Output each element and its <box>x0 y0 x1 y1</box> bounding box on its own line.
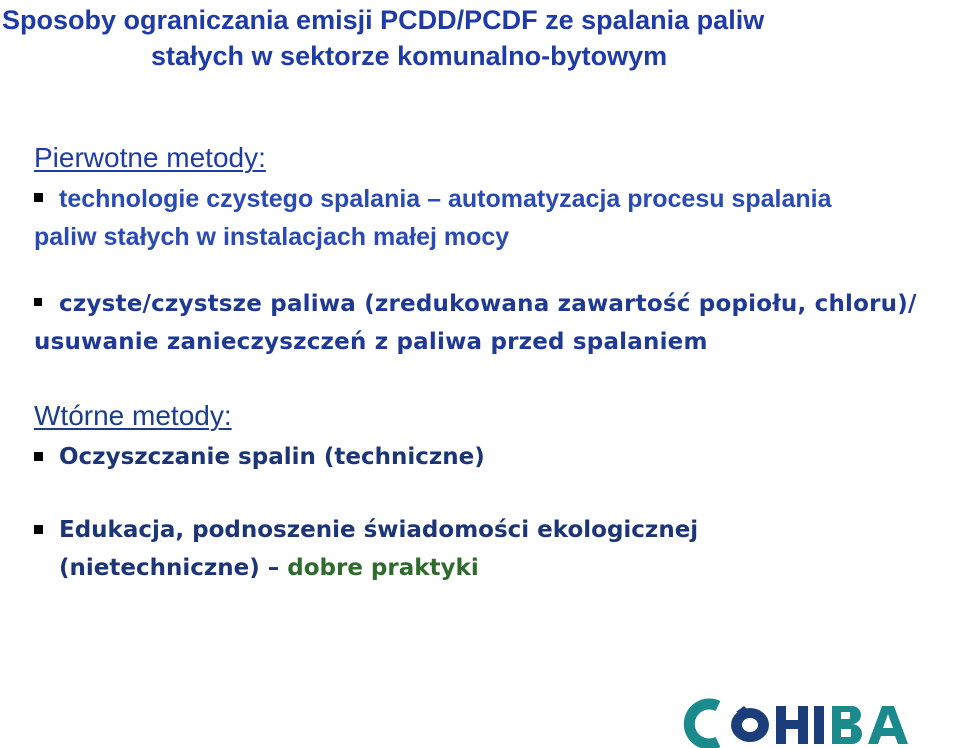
square-bullet-icon <box>34 452 43 461</box>
list-item-line-2: usuwanie zanieczyszczeń z paliwa przed spalaniem <box>34 329 708 355</box>
list-item <box>34 438 960 476</box>
list-item <box>34 511 960 587</box>
list-item-line-1: Edukacja, podnoszenie świadomości ekologicznej <box>59 517 699 543</box>
logo-letter-c <box>689 704 718 744</box>
list-item-line-1: technologie czystego spalania – automatyzacja procesu spalania <box>59 185 832 213</box>
good-practices-highlight: dobre praktyki <box>287 555 479 581</box>
list-item-line-2-prefix: (nietechniczne) – <box>59 555 288 581</box>
list-item-line-1: Oczyszczanie spalin (techniczne) <box>59 444 485 470</box>
square-bullet-icon <box>34 525 43 534</box>
square-bullet-icon <box>34 193 43 202</box>
logo-letter-i <box>814 706 824 744</box>
primary-methods-heading: Pierwotne metody: <box>34 142 266 173</box>
list-item <box>34 180 960 256</box>
title-line-2: stałych w sektorze komunalno-bytowym <box>151 41 668 71</box>
square-bullet-icon <box>34 298 42 306</box>
secondary-methods-heading: Wtórne metody: <box>34 400 232 431</box>
title-line-1: Sposoby ograniczania emisji PCDD/PCDF ze spalania paliw <box>2 5 765 35</box>
slide-title <box>0 2 960 74</box>
list-item <box>34 285 960 361</box>
list-item-line-1: czyste/czystsze paliwa (zredukowana zawartość popiołu, chloru)/ <box>59 291 917 317</box>
logo-letter-b <box>832 706 862 744</box>
cohiba-logo <box>680 698 930 748</box>
list-item-line-2: paliw stałych w instalacjach małej mocy <box>34 223 510 251</box>
